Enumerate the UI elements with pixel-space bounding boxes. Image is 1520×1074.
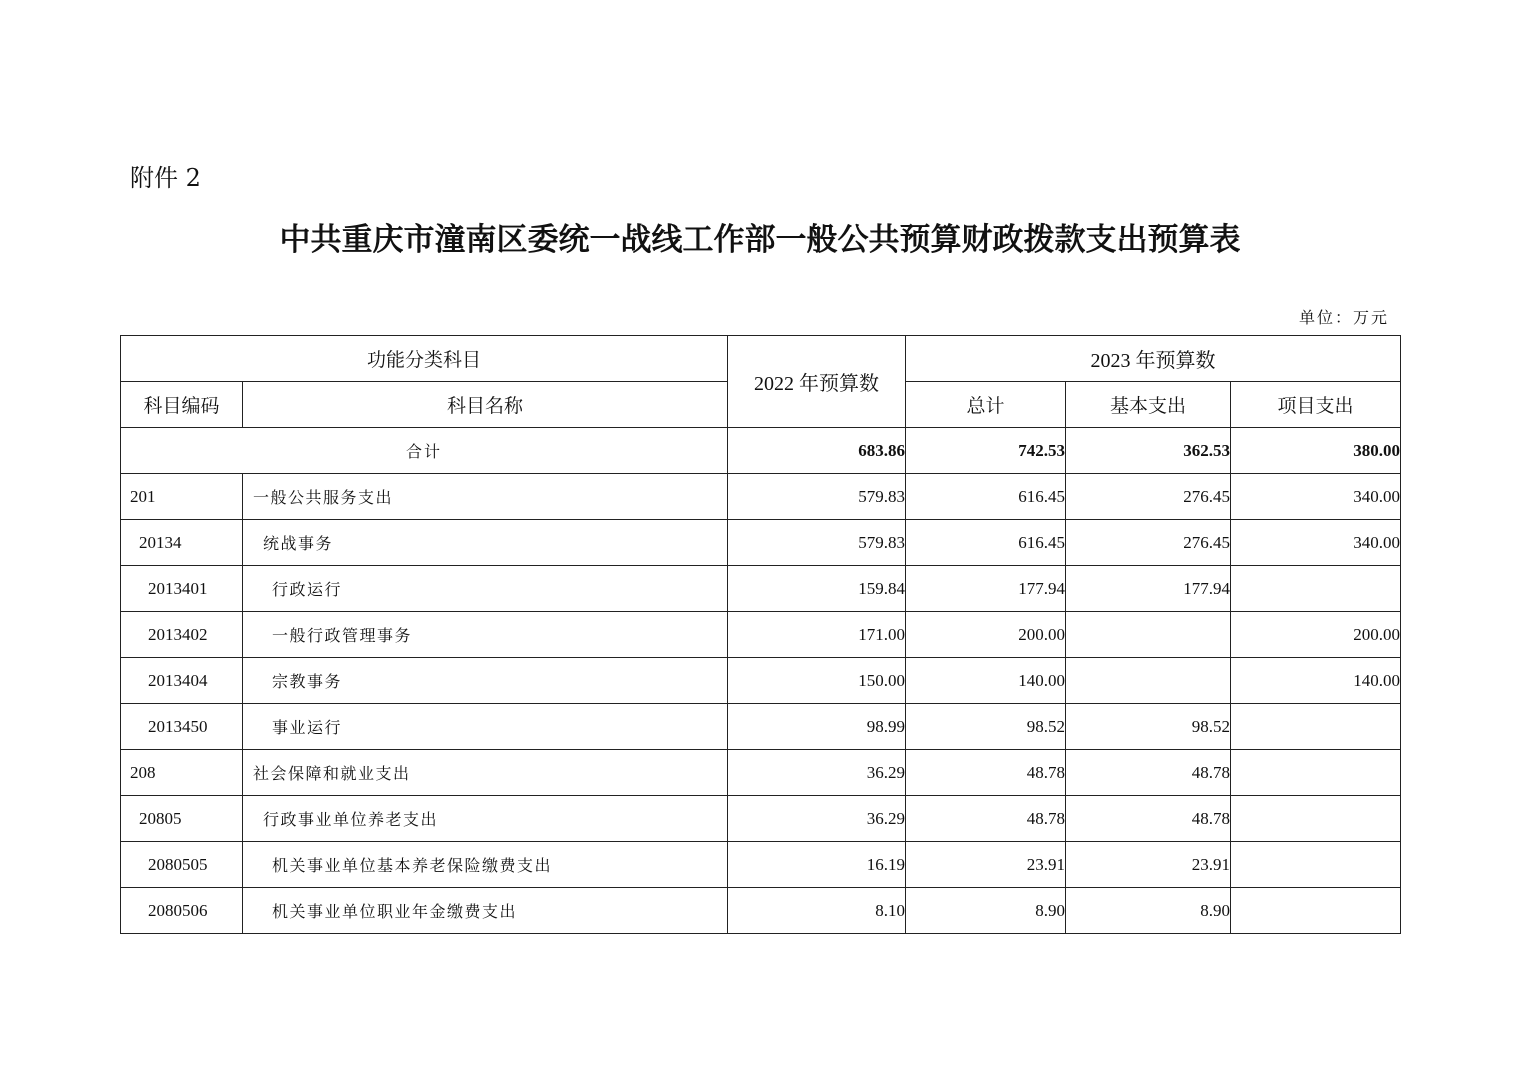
total-project: 380.00 [1231,428,1401,474]
row-name: 机关事业单位职业年金缴费支出 [243,888,728,934]
row-total: 98.52 [906,704,1066,750]
header-budget-2022: 2022 年预算数 [728,336,906,428]
row-code: 208 [121,750,243,796]
row-basic: 48.78 [1066,750,1231,796]
row-project: 340.00 [1231,474,1401,520]
header-subject-code: 科目编码 [121,382,243,428]
row-basic: 98.52 [1066,704,1231,750]
row-b2022: 579.83 [728,474,906,520]
row-total: 616.45 [906,520,1066,566]
page-title: 中共重庆市潼南区委统一战线工作部一般公共预算财政拨款支出预算表 [279,222,1241,258]
table-row [121,796,1401,842]
header-budget-2023: 2023 年预算数 [906,336,1401,382]
row-b2022: 16.19 [728,842,906,888]
row-project: 140.00 [1231,658,1401,704]
row-name: 统战事务 [243,520,728,566]
row-name: 机关事业单位基本养老保险缴费支出 [243,842,728,888]
header-basic-expense: 基本支出 [1066,382,1231,428]
row-code: 2013404 [121,658,243,704]
row-code: 2013402 [121,612,243,658]
row-total: 140.00 [906,658,1066,704]
total-total: 742.53 [906,428,1066,474]
table-row [121,658,1401,704]
row-code: 20134 [121,520,243,566]
row-b2022: 98.99 [728,704,906,750]
row-code: 20805 [121,796,243,842]
header-functional-category: 功能分类科目 [121,336,728,382]
row-basic: 23.91 [1066,842,1231,888]
row-project [1231,566,1401,612]
header-project-expense: 项目支出 [1231,382,1401,428]
row-b2022: 36.29 [728,750,906,796]
row-basic: 276.45 [1066,520,1231,566]
table-row [121,888,1401,934]
row-total: 177.94 [906,566,1066,612]
row-b2022: 171.00 [728,612,906,658]
row-basic: 48.78 [1066,796,1231,842]
row-b2022: 8.10 [728,888,906,934]
table-row [121,520,1401,566]
unit-label: 单位：万元 [1298,308,1389,327]
row-code: 2013450 [121,704,243,750]
table-row [121,842,1401,888]
table-row [121,566,1401,612]
row-total: 616.45 [906,474,1066,520]
row-name: 行政运行 [243,566,728,612]
row-basic: 8.90 [1066,888,1231,934]
row-basic [1066,612,1231,658]
row-name: 事业运行 [243,704,728,750]
row-project [1231,796,1401,842]
table-row [121,474,1401,520]
table-row [121,750,1401,796]
row-project [1231,888,1401,934]
total-b2022: 683.86 [728,428,906,474]
table-row [121,612,1401,658]
row-project [1231,750,1401,796]
row-basic: 177.94 [1066,566,1231,612]
header-total: 总计 [906,382,1066,428]
row-b2022: 150.00 [728,658,906,704]
row-project: 200.00 [1231,612,1401,658]
row-code: 2080505 [121,842,243,888]
row-name: 一般公共服务支出 [243,474,728,520]
row-b2022: 36.29 [728,796,906,842]
header-subject-name: 科目名称 [243,382,728,428]
row-b2022: 579.83 [728,520,906,566]
row-code: 2013401 [121,566,243,612]
row-name: 社会保障和就业支出 [243,750,728,796]
total-row [121,428,1401,474]
row-name: 行政事业单位养老支出 [243,796,728,842]
row-total: 48.78 [906,796,1066,842]
row-basic: 276.45 [1066,474,1231,520]
total-label: 合计 [121,428,728,474]
row-name: 宗教事务 [243,658,728,704]
row-total: 8.90 [906,888,1066,934]
row-project: 340.00 [1231,520,1401,566]
row-total: 23.91 [906,842,1066,888]
row-total: 200.00 [906,612,1066,658]
total-basic: 362.53 [1066,428,1231,474]
table-row [121,704,1401,750]
attachment-label: 附件 2 [130,164,201,192]
row-code: 2080506 [121,888,243,934]
row-total: 48.78 [906,750,1066,796]
row-basic [1066,658,1231,704]
row-project [1231,704,1401,750]
row-code: 201 [121,474,243,520]
row-name: 一般行政管理事务 [243,612,728,658]
row-project [1231,842,1401,888]
row-b2022: 159.84 [728,566,906,612]
budget-table [120,335,1401,934]
